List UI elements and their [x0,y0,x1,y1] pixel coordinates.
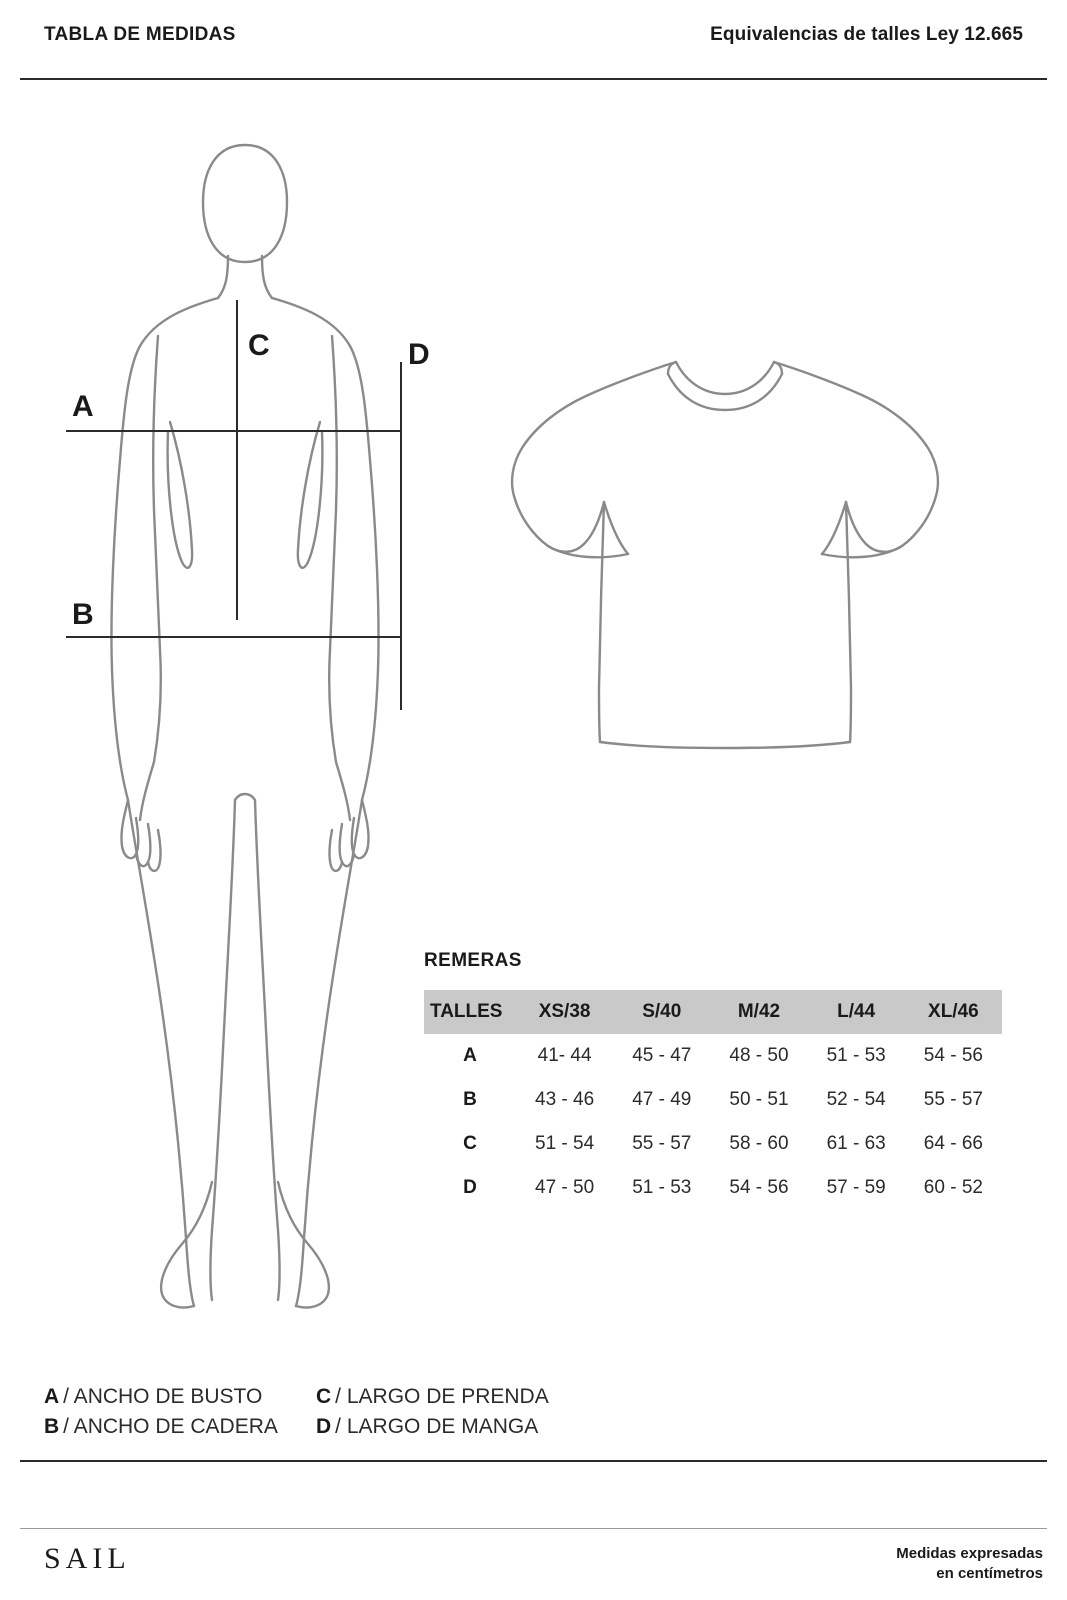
table-row [424,1166,1002,1210]
footer-divider-bottom [20,1528,1047,1529]
table-row [424,1078,1002,1122]
legend-row [44,1412,549,1442]
cell-a-m: 48 - 50 [729,1045,789,1066]
footer-divider-top [20,1460,1047,1462]
cell-d-l: 57 - 59 [826,1177,886,1198]
cell-d-xl: 60 - 52 [923,1177,983,1198]
cell-c-xl: 64 - 66 [923,1133,983,1154]
size-table-section [424,950,1002,1210]
cell-c-l: 61 - 63 [826,1133,886,1154]
page-title: TABLA DE MEDIDAS [44,24,236,45]
cell-a-l: 51 - 53 [826,1045,886,1066]
legend-item-c [316,1382,549,1412]
legend [44,1382,549,1442]
cell-d-s: 51 - 53 [632,1177,692,1198]
body-figure-illustration [40,110,460,1310]
size-table [424,990,1002,1210]
table-row [424,1034,1002,1078]
cell-c-m: 58 - 60 [729,1133,789,1154]
tshirt-illustration [490,330,960,790]
column-header-l: L/44 [808,990,905,1034]
cell-b-m: 50 - 51 [729,1089,789,1110]
measure-line-a [66,430,401,432]
footer-note [896,1544,1043,1585]
legend-item-a [44,1382,316,1412]
cell-d-m: 54 - 56 [729,1177,789,1198]
cell-a-xs: 41- 44 [537,1045,592,1066]
cell-c-s: 55 - 57 [632,1133,692,1154]
legend-key-b: B [44,1414,60,1438]
footer-note-line1: Medidas expresadas [896,1545,1043,1562]
column-header-xs: XS/38 [516,990,613,1034]
page-subtitle: Equivalencias de talles Ley 12.665 [710,24,1023,45]
legend-item-b [44,1412,316,1442]
page-header [44,24,1023,46]
legend-key-c: C [316,1385,332,1408]
row-key-a: A [463,1045,477,1066]
brand-logo: SAIL [44,1542,131,1575]
footer-note-line2: en centímetros [936,1565,1043,1583]
table-row [424,1122,1002,1166]
column-header-xl: XL/46 [905,990,1002,1034]
column-header-s: S/40 [613,990,710,1034]
row-key-d: D [463,1177,477,1198]
measure-label-d: D [408,338,430,371]
legend-text-d: / LARGO DE MANGA [335,1414,539,1438]
column-header-m: M/42 [710,990,807,1034]
measure-label-b: B [72,598,94,631]
column-header-talles: TALLES [424,990,516,1034]
legend-text-a: / ANCHO DE BUSTO [63,1385,263,1408]
measure-label-c: C [248,329,270,362]
legend-item-d [316,1412,538,1442]
cell-a-xl: 54 - 56 [923,1045,983,1066]
measure-line-b [66,636,401,638]
cell-a-s: 45 - 47 [632,1045,692,1066]
cell-d-xs: 47 - 50 [535,1177,595,1198]
cell-b-s: 47 - 49 [632,1089,692,1110]
row-key-b: B [463,1089,477,1110]
cell-b-xs: 43 - 46 [535,1089,595,1110]
header-divider [20,78,1047,80]
table-header-row [424,990,1002,1034]
legend-text-c: / LARGO DE PRENDA [335,1385,549,1408]
table-caption: REMERAS [424,950,522,971]
legend-row [44,1382,549,1412]
cell-b-l: 52 - 54 [826,1089,886,1110]
cell-b-xl: 55 - 57 [923,1089,983,1110]
legend-text-b: / ANCHO DE CADERA [63,1414,278,1438]
legend-key-d: D [316,1414,332,1438]
measure-line-c [236,300,238,620]
cell-c-xs: 51 - 54 [535,1133,595,1154]
row-key-c: C [463,1133,477,1154]
legend-key-a: A [44,1385,60,1408]
measure-label-a: A [72,390,94,423]
measure-line-d [400,362,402,710]
